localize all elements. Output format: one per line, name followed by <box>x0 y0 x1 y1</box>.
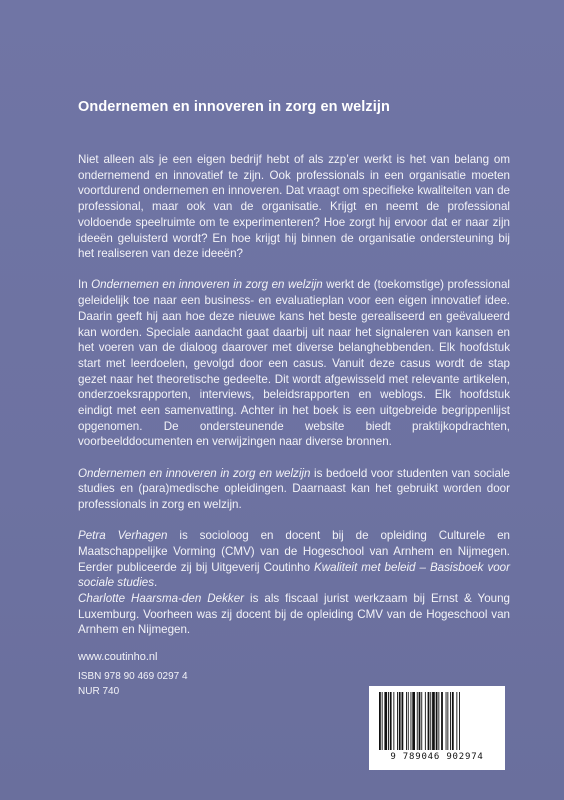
publication-info <box>78 650 278 699</box>
book-title-inline: Ondernemen en innoveren in zorg en welzijn <box>91 278 323 292</box>
book-title-inline: Ondernemen en innoveren in zorg en welzijn <box>78 466 311 480</box>
text-span: In <box>78 278 92 292</box>
intro-paragraph: Niet alleen als je een eigen bedrijf hebt of als zzp’er werkt is het van belang om ondernemend en innovatief te zijn. Ook professionals in een organisatie moeten voortdurend ondernemen en innoveren. Dat vraagt om specifieke kwaliteiten van de professional, maar ook van de organisatie. Krijgt en neemt de professional voldoende speelruimte om te experimenteren? Hoe zorgt hij ervoor dat er naar zijn ideeën geluisterd wordt? En hoe krijgt hij binnen de organisatie ondersteuning bij het realiseren van deze ideeën? <box>78 153 510 261</box>
text-span: . <box>154 576 158 590</box>
audience-paragraph <box>78 466 510 513</box>
text-span: werkt de (toekomstige) professional geleidelijk toe naar een business- en evaluatieplan voor een eigen innovatief idee. Daarin geeft hij aan hoe deze nieuwe kans het beste gerealiseerd en geëvalueerd kan worden. Speciale aandacht gaat daarbij uit naar het signaleren van kansen en het voeren van de dialoog daarover met diverse belanghebbenden. Elk hoofdstuk start met leerdoelen, gevolgd door een casus. Vanuit deze casus wordt de stap gezet naar het theoretische gedeelte. Dit wordt afgewisseld met relevante artikelen, onderzoeksrapporten, interviews, beleidsrapporten en weblogs. Elk hoofdstuk eindigt met een samenvatting. Achter in het boek is een uitgebreide begrippenlijst opgenomen. De ondersteunende website biedt praktijkopdrachten, voorbeelddocumenten en verwijzingen naar diverse bronnen. <box>78 278 511 449</box>
blurb <box>78 152 510 654</box>
barcode <box>369 686 505 770</box>
content-paragraph <box>78 277 510 450</box>
text-span: is socioloog en docent bij de opleiding Culturele en Maatschappelijke Vorming (CMV) van de Hogeschool van Arnhem en Nijmegen. Eerder publiceerde zij bij Uitgeverij Coutinho <box>78 529 510 574</box>
previous-book-title: Kwaliteit met beleid – Basisboek voor sociale studies <box>78 560 510 590</box>
barcode-digits: 9 789046 902974 <box>390 752 484 762</box>
publisher-url: www.coutinho.nl <box>78 651 158 663</box>
author-name: Petra Verhagen <box>78 529 168 543</box>
barcode-icon <box>377 692 497 750</box>
book-title: Ondernemen en innoveren in zorg en welzijn <box>78 99 390 115</box>
nur-code: NUR 740 <box>78 686 120 697</box>
author-bio-1 <box>78 528 510 591</box>
author-name: Charlotte Haarsma-den Dekker <box>78 592 244 606</box>
text-span: is als fiscaal jurist werkzaam bij Ernst & Young Luxemburg. Voorheen was zij docent bij de opleiding CMV van de Hogeschool van Arnhem en Nijmegen. <box>78 592 510 637</box>
isbn: ISBN 978 90 469 0297 4 <box>78 671 188 682</box>
text-span: is bedoeld voor studenten van sociale studies en (para)medische opleidingen. Daarnaast kan het gebruikt worden door professionals in zorg en welzijn. <box>78 466 510 512</box>
author-bio-2 <box>78 591 510 638</box>
